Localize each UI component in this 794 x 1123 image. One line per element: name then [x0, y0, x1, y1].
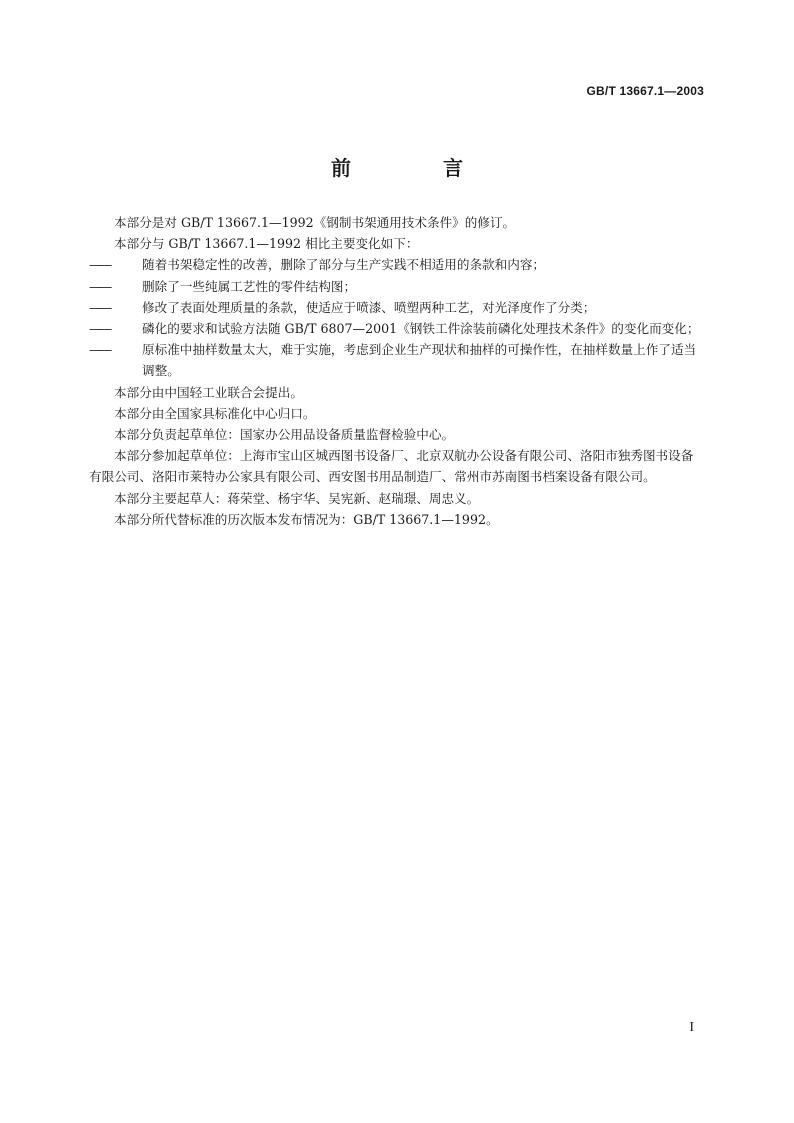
- dash-item-text: 删除了一些纯属工艺性的零件结构图；: [142, 278, 357, 294]
- paragraph: 本部分是对 GB/T 13667.1—1992《钢制书架通用技术条件》的修订。: [114, 215, 516, 230]
- dash-item-text: 修改了表面处理质量的条款，使适应于喷漆、喷塑两种工艺，对光泽度作了分类；: [142, 299, 596, 315]
- page-number: I: [689, 1020, 694, 1035]
- dash-item-text: 随着书架稳定性的改善，删除了部分与生产实践不相适用的条款和内容；: [142, 257, 545, 273]
- dash-item-text: 磷化的要求和试验方法随 GB/T 6807—2001《钢铁工件涂装前磷化处理技术条件》的变化而变化；: [142, 321, 700, 337]
- paragraph: 本部分参加起草单位：上海市宝山区城西图书设备厂、北京双航办公设备有限公司、洛阳市独秀图书设备有限公司、洛阳市莱特办公家具有限公司、西安图书用品制造厂、常州市苏南图书档案设备有限公司。: [89, 448, 694, 485]
- dash-mark: ——: [89, 278, 111, 294]
- dash-list-item: [89, 254, 705, 275]
- dash-list-item: [89, 339, 705, 381]
- paragraph: 本部分所代替标准的历次版本发布情况为：GB/T 13667.1—1992。: [114, 511, 499, 527]
- paragraph: 本部分与 GB/T 13667.1—1992 相比主要变化如下：: [114, 236, 419, 252]
- dash-list-item: [89, 297, 705, 318]
- dash-mark: ——: [89, 342, 111, 358]
- dash-mark: ——: [89, 257, 111, 273]
- dash-list-item: [89, 276, 705, 297]
- dash-mark: ——: [89, 321, 111, 337]
- standard-code: GB/T 13667.1—2003: [586, 84, 704, 98]
- foreword-body: [89, 212, 705, 530]
- paragraph: 本部分主要起草人：蒋荣堂、杨宇华、吴宪新、赵瑞璟、周忠义。: [114, 490, 480, 506]
- paragraph: 本部分负责起草单位：国家办公用品设备质量监督检验中心。: [114, 427, 455, 443]
- paragraph: 本部分由中国轻工业联合会提出。: [114, 384, 303, 400]
- dash-item-text: 原标准中抽样数量太大，难于实施，考虑到企业生产现状和抽样的可操作性，在抽样数量上作了适当调整。: [142, 342, 697, 379]
- dash-list-item: [89, 318, 705, 339]
- paragraph: 本部分由全国家具标准化中心归口。: [114, 405, 316, 421]
- page-title: 前 言: [331, 156, 499, 180]
- dash-mark: ——: [89, 299, 111, 315]
